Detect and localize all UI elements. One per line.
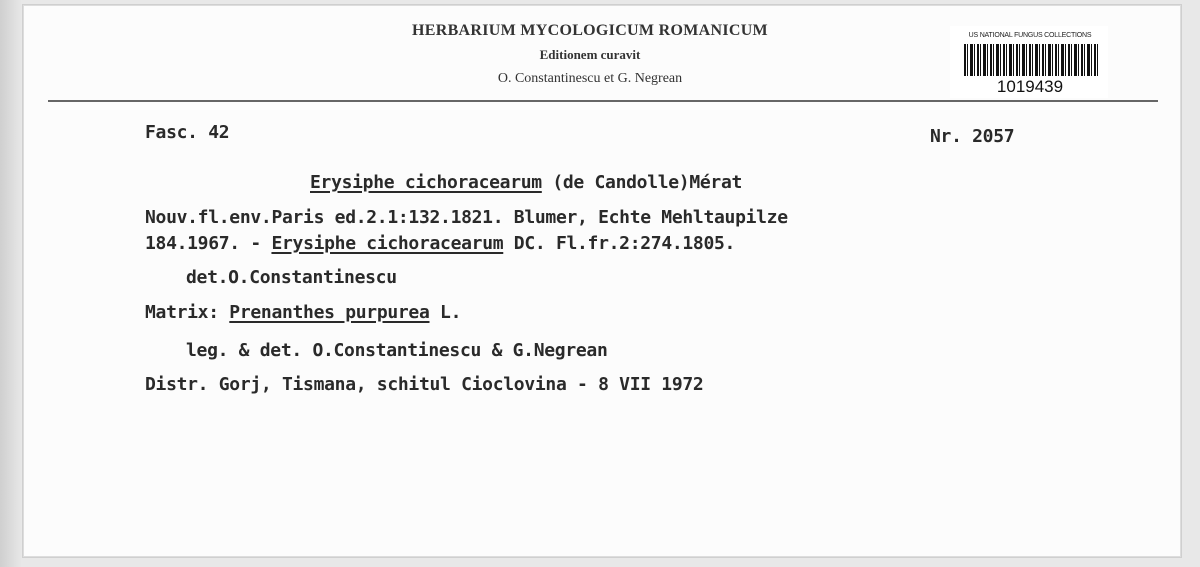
specimen-number: Nr. 2057 [930,126,1015,147]
header-divider [48,100,1158,102]
matrix-label: Matrix: [145,302,230,323]
taxon-name: Erysiphe cichoracearum [310,172,542,193]
citation-suffix: DC. Fl.fr.2:274.1805. [503,233,736,254]
fascicle-number: Fasc. 42 [145,122,230,143]
barcode-number: 1019439 [996,77,1064,96]
barcode-sticker [950,26,1108,98]
herbarium-subtitle: Editionem curavit [539,47,641,62]
herbarium-title: HERBARIUM MYCOLOGICUM ROMANICUM [412,22,768,39]
citation-taxon: Erysiphe cichoracearum [271,233,504,254]
determiner: det.O.Constantinescu [186,267,397,288]
matrix-host: Prenanthes purpurea [229,302,430,323]
scan-edge-shadow [0,0,22,567]
citation-prefix: 184.1967. - [145,233,272,254]
barcode-icon [964,44,1098,76]
citation-line-1: Nouv.fl.env.Paris ed.2.1:132.1821. Blumer, Echte Mehltaupilze [145,207,788,228]
locality: Distr. Gorj, Tismana, schitul Cioclovina - 8 VII 1972 [145,374,704,395]
herbarium-editors: O. Constantinescu et G. Negrean [497,71,683,86]
collectors: leg. & det. O.Constantinescu & G.Negrean [186,340,608,361]
matrix-line [145,302,461,323]
matrix-author: L. [429,302,462,323]
taxon-authority: (de Candolle)Mérat [552,172,743,193]
citation-line-2 [145,233,735,254]
taxon-name-line [310,172,742,193]
barcode-caption: US NATIONAL FUNGUS COLLECTIONS [968,32,1092,39]
